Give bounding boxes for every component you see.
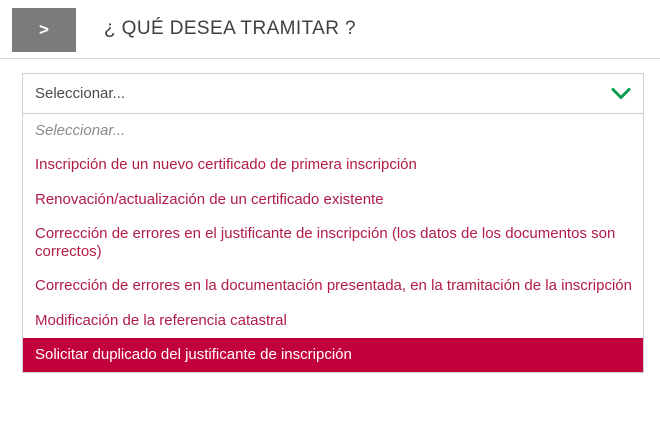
select-selected-value: Seleccionar... <box>35 85 126 102</box>
dropdown-option-label: Seleccionar... <box>35 122 126 139</box>
dropdown-option-placeholder[interactable] <box>23 114 643 148</box>
chevron-down-icon[interactable] <box>611 87 631 100</box>
sidebar-toggle-button[interactable] <box>12 8 76 52</box>
dropdown-option-modificacion-referencia[interactable] <box>23 304 643 338</box>
page-title: ¿ QUÉ DESEA TRAMITAR ? <box>104 18 356 39</box>
select-area <box>0 59 660 114</box>
dropdown-option-correccion-documentacion[interactable] <box>23 269 643 303</box>
tramite-select-dropdown[interactable] <box>22 114 644 373</box>
dropdown-option-label: Solicitar duplicado del justificante de inscripción <box>35 346 352 364</box>
dropdown-option-label: Renovación/actualización de un certificado existente <box>35 190 384 208</box>
tramite-select[interactable] <box>22 73 644 114</box>
dropdown-option-nueva-inscripcion[interactable] <box>23 148 643 182</box>
dropdown-option-renovacion[interactable] <box>23 183 643 217</box>
page-header <box>0 0 660 59</box>
dropdown-option-duplicado-justificante[interactable] <box>23 338 643 372</box>
dropdown-option-label: Corrección de errores en el justificante de inscripción (los datos de los documentos son correctos) <box>35 224 616 261</box>
sidebar-toggle-label: > <box>39 20 49 39</box>
dropdown-option-label: Corrección de errores en la documentación presentada, en la tramitación de la inscripción <box>35 277 632 295</box>
dropdown-option-label: Inscripción de un nuevo certificado de primera inscripción <box>35 156 417 174</box>
page-title-container <box>76 0 660 58</box>
dropdown-option-correccion-justificante[interactable] <box>23 217 643 270</box>
dropdown-option-label: Modificación de la referencia catastral <box>35 311 287 329</box>
